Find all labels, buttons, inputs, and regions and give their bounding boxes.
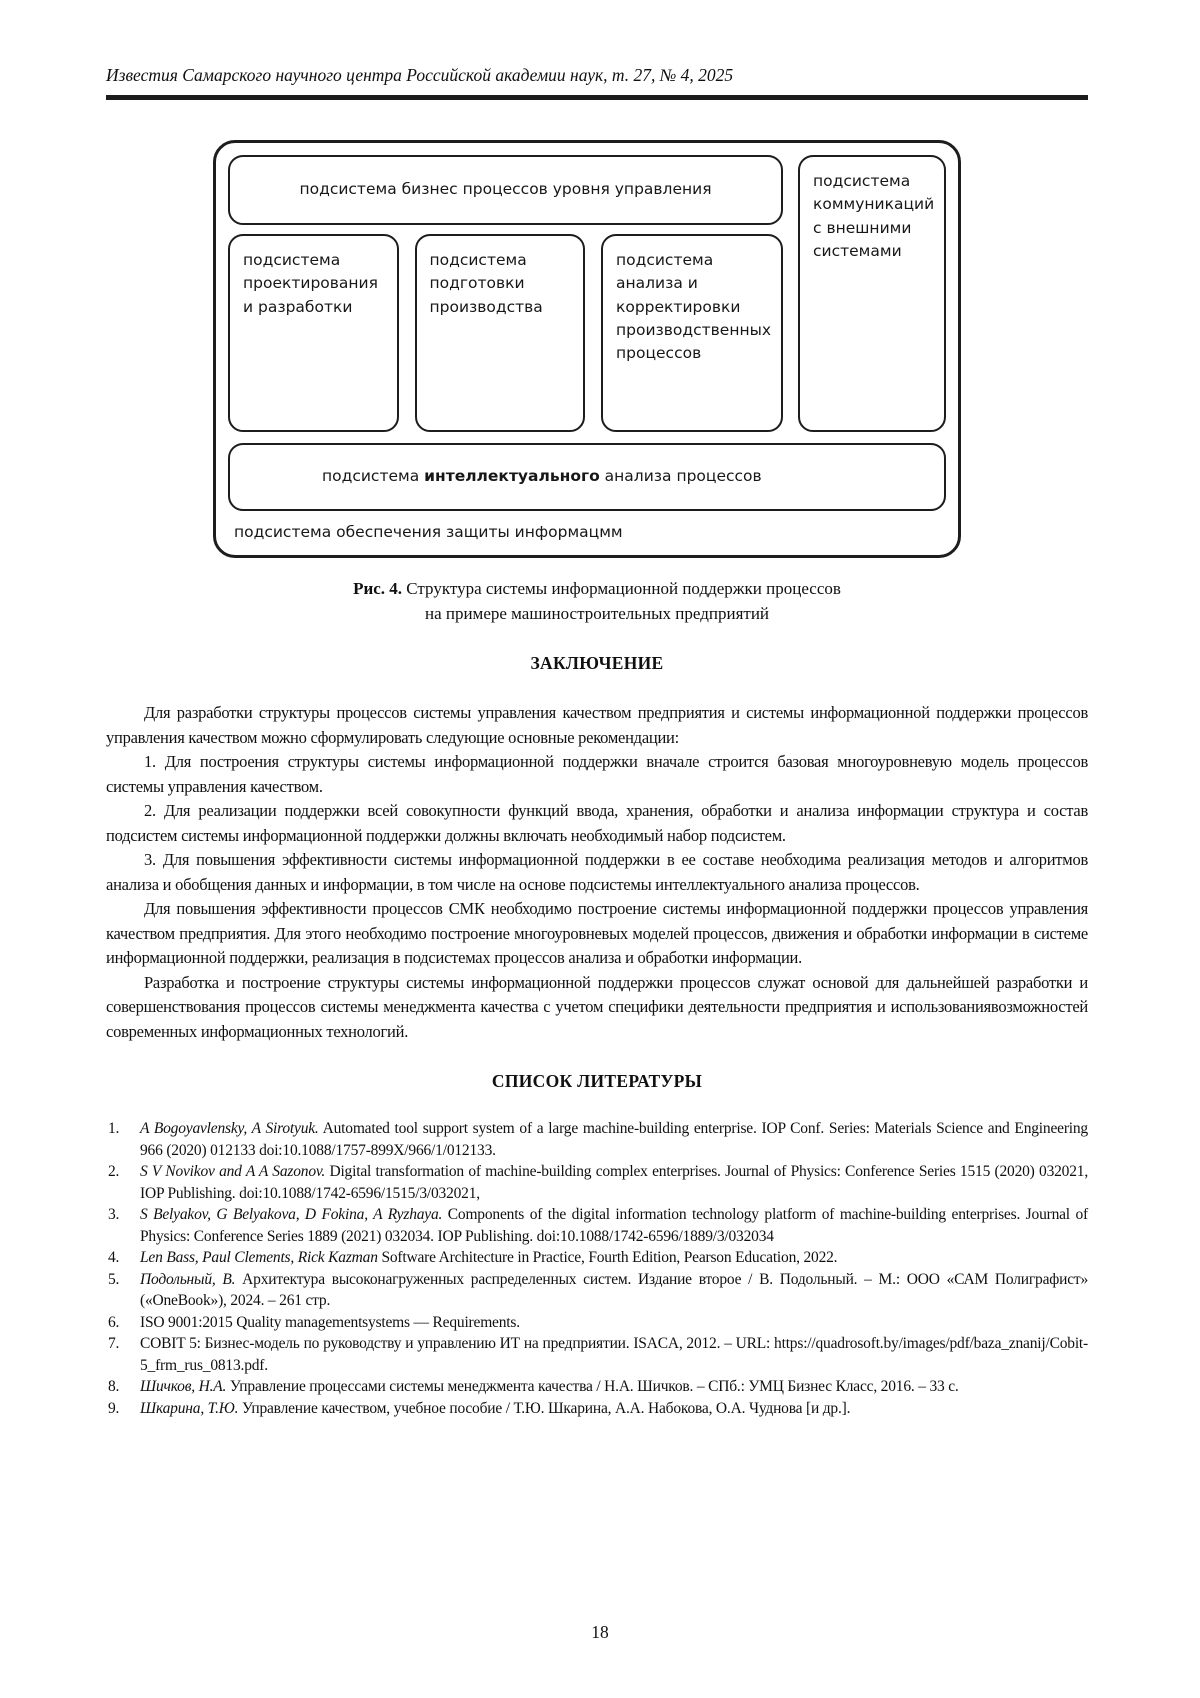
figure-caption-label: Рис. 4. bbox=[353, 579, 403, 598]
reference-authors: Подольный, В. bbox=[140, 1270, 236, 1288]
reference-text: Управление процессами системы менеджмента качества / Н.А. Шичков. – СПб.: УМЦ Бизнес Класс, 2016. – 33 с. bbox=[226, 1378, 959, 1395]
box-design-development-label: подсистема проектирования и разработки bbox=[243, 251, 378, 316]
diagram-upper-area bbox=[228, 155, 946, 432]
reference-authors: Шкарина, Т.Ю. bbox=[140, 1399, 239, 1417]
reference-authors: S V Novikov and A A Sazonov. bbox=[140, 1163, 326, 1180]
reference-item bbox=[106, 1118, 1088, 1161]
conclusion-body bbox=[106, 701, 1088, 1044]
conclusion-paragraph: 1. Для построения структуры системы информационной поддержки вначале строится базовая многоуровневую модель процессов системы управления качеством. bbox=[106, 752, 1088, 796]
reference-item bbox=[106, 1161, 1088, 1204]
reference-item bbox=[106, 1247, 1088, 1269]
reference-text: Digital transformation of machine-building complex enterprises. Journal of Physics: Conference Series 1515 (2020) 032021, IOP Publishing. doi:10.1088/1742-6596/1515/3/032021, bbox=[140, 1163, 1088, 1202]
reference-item bbox=[106, 1333, 1088, 1376]
conclusion-paragraph: 3. Для повышения эффективности системы информационной поддержки в ее составе необходима реализация методов и алгоритмов анализа и обобщения данных и информации, в том числе на основе подсистемы интеллектуального анализа процессов. bbox=[106, 850, 1088, 894]
box-analysis-correction bbox=[601, 234, 783, 432]
reference-number: 5. bbox=[108, 1270, 120, 1288]
reference-number: 3. bbox=[108, 1206, 120, 1223]
conclusion-paragraph: 2. Для реализации поддержки всей совокупности функций ввода, хранения, обработки и анализа информации структура и состав подсистем системы информационной поддержки должны включать необходимый набор подсистем. bbox=[106, 801, 1088, 845]
box-production-preparation-label: подсистема подготовки производства bbox=[429, 251, 543, 316]
figure-diagram bbox=[213, 140, 961, 558]
diagram-middle-row bbox=[228, 234, 783, 432]
box-business-processes-label: подсистема бизнес процессов уровня управления bbox=[299, 180, 712, 199]
reference-text: Automated tool support system of a large machine-building enterprise. IOP Conf. Series: Materials Science and Engineering 966 (2020) 012133 doi:10.1088/1757-899X/966/1/012133. bbox=[140, 1120, 1088, 1159]
reference-text: ISO 9001:2015 Quality managementsystems — Requirements. bbox=[140, 1313, 520, 1331]
intellectual-label-bold: интеллектуального bbox=[424, 467, 600, 486]
security-label-text: подсистема обеспечения защиты информацмм bbox=[234, 523, 623, 542]
reference-authors: Шичков, Н.А. bbox=[140, 1378, 227, 1395]
box-intellectual-analysis-label bbox=[322, 465, 762, 488]
reference-number: 6. bbox=[108, 1313, 120, 1331]
reference-text: Software Architecture in Practice, Fourth Edition, Pearson Education, 2022. bbox=[377, 1249, 838, 1266]
box-analysis-correction-label: подсистема анализа и корректировки производственных процессов bbox=[616, 251, 772, 362]
box-production-preparation bbox=[415, 234, 586, 432]
box-business-processes bbox=[228, 155, 783, 225]
reference-item bbox=[106, 1398, 1088, 1420]
reference-authors: S Belyakov, G Belyakova, D Fokina, A Ryzhaya. bbox=[140, 1206, 443, 1223]
journal-header: Известия Самарского научного центра Российской академии наук, т. 27, № 4, 2025 bbox=[106, 65, 734, 85]
page-number: 18 bbox=[591, 1622, 609, 1642]
reference-number: 8. bbox=[108, 1378, 120, 1395]
figure-caption-title: Структура системы информационной поддержки процессов bbox=[402, 579, 841, 598]
reference-item bbox=[106, 1269, 1088, 1312]
reference-authors: Len Bass, Paul Clements, Rick Kazman bbox=[140, 1249, 378, 1266]
figure-caption-line2: на примере машиностроительных предприятий bbox=[424, 604, 770, 623]
header-rule bbox=[106, 95, 1088, 100]
reference-item bbox=[106, 1312, 1088, 1334]
conclusion-paragraph: Разработка и построение структуры системы информационной поддержки процессов служат основой для дальнейшей разработки и совершенствования процессов системы менеджмента качества с учетом специфики деятельности предприятия и использованиявозможностей современных информационных технологий. bbox=[106, 972, 1088, 1041]
reference-number: 7. bbox=[108, 1335, 120, 1352]
reference-number: 4. bbox=[108, 1249, 120, 1266]
references-list bbox=[106, 1118, 1088, 1419]
reference-number: 9. bbox=[108, 1399, 120, 1417]
reference-authors: A Bogoyavlensky, A Sirotyuk. bbox=[140, 1120, 319, 1137]
reference-text: Components of the digital information technology platform of machine-building enterprises. Journal of Physics: Conference Series 1889 (2021) 032034. IOP Publishing. doi:10.1088/1742-6596/1889/3/032034 bbox=[140, 1206, 1088, 1245]
conclusion-heading: ЗАКЛЮЧЕНИЕ bbox=[530, 653, 664, 673]
diagram-left-column bbox=[228, 155, 783, 432]
box-external-communications bbox=[798, 155, 946, 432]
reference-text: Архитектура высоконагруженных распределенных систем. Издание второе / В. Подольный. – М.: ООО «САМ Полиграфист» («OneBook»), 2024. – 261 стр. bbox=[140, 1270, 1088, 1309]
conclusion-paragraph: Для повышения эффективности процессов СМК необходимо построение системы информационной поддержки процессов управления качеством предприятия. Для этого необходимо построение многоуровневых моделей процессов, движения и обработки информации в системе информационной поддержки, реализация в подсистемах процессов анализа и обработки информации. bbox=[106, 899, 1088, 967]
reference-number: 1. bbox=[108, 1120, 120, 1137]
conclusion-paragraph: Для разработки структуры процессов системы управления качеством предприятия и системы информационной поддержки процессов управления качеством можно сформулировать следующие основные рекомендации: bbox=[106, 703, 1088, 747]
box-intellectual-analysis bbox=[228, 443, 946, 511]
reference-text: COBIT 5: Бизнес-модель по руководству и управлению ИТ на предприятии. ISACA, 2012. – URL: https://quadrosoft.by/images/pdf/baza_znanij/Cobit-5_frm_rus_0813.pdf. bbox=[140, 1335, 1088, 1374]
intellectual-label-pre: подсистема bbox=[322, 467, 425, 486]
intellectual-label-post: анализа процессов bbox=[599, 467, 762, 486]
figure-caption bbox=[106, 576, 1088, 626]
reference-item bbox=[106, 1376, 1088, 1398]
box-security-label bbox=[228, 511, 946, 549]
references-heading: СПИСОК ЛИТЕРАТУРЫ bbox=[491, 1071, 703, 1091]
reference-number: 2. bbox=[108, 1163, 120, 1180]
box-external-communications-label: подсистема коммуникаций с внешними системами bbox=[813, 172, 935, 260]
box-design-development bbox=[228, 234, 399, 432]
reference-text: Управление качеством, учебное пособие / Т.Ю. Шкарина, А.А. Набокова, О.А. Чуднова [и др.]. bbox=[238, 1399, 851, 1417]
figure-caption-line1 bbox=[106, 576, 1088, 601]
reference-item bbox=[106, 1204, 1088, 1247]
